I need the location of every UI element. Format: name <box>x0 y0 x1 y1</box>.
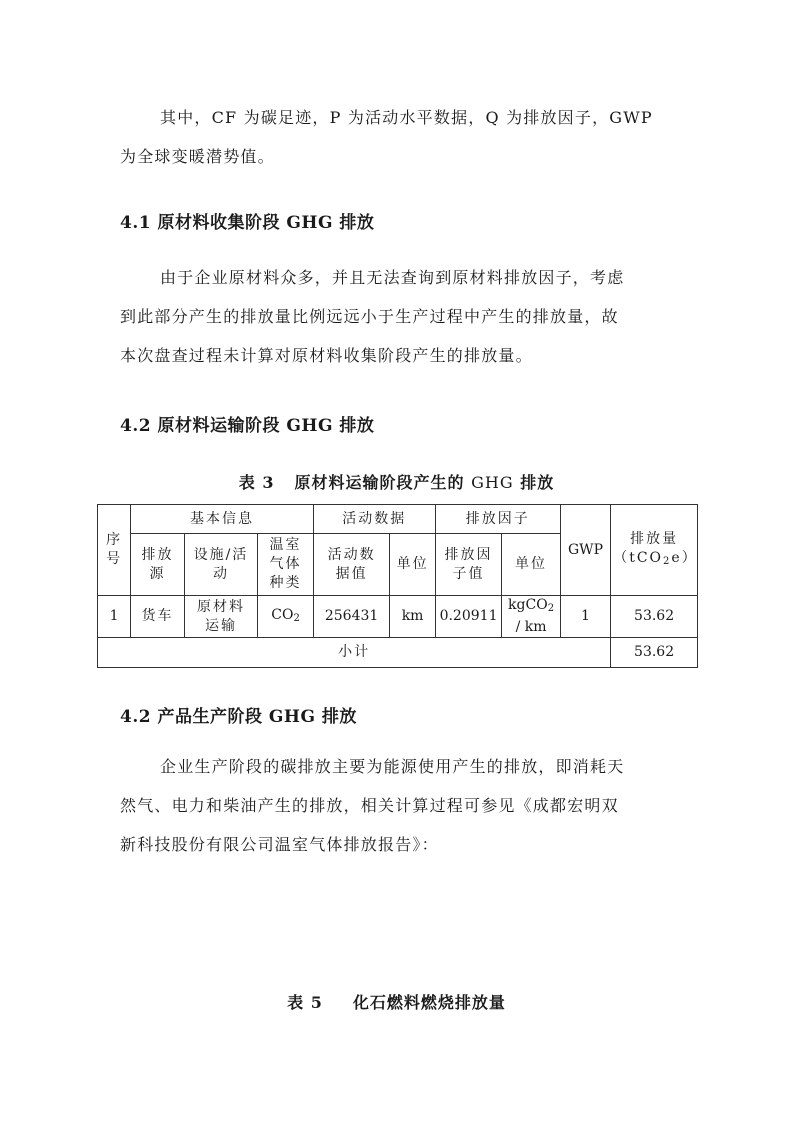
cell-emission: 53.62 <box>611 596 698 638</box>
header-source: 排放 源 <box>131 534 184 596</box>
intro-line-2: 为全球变暖潜势值。 <box>120 147 275 166</box>
paragraph-line: 新科技股份有限公司温室气体排放报告》： <box>120 835 439 854</box>
cell-factor-unit: kgCO$_2$ / km <box>502 596 560 638</box>
header-activity-value: 活动数 据值 <box>313 534 390 596</box>
subtotal-value: 53.62 <box>611 638 698 668</box>
header-gwp: GWP <box>560 505 610 596</box>
header-unit: 单位 <box>390 534 435 596</box>
intro-line-1: 其中，CF 为碳足迹，P 为活动水平数据，Q 为排放因子，GWP <box>160 108 653 127</box>
table-3 <box>97 504 698 668</box>
cell-factor-value: 0.20911 <box>435 596 502 638</box>
paragraph-line: 企业生产阶段的碳排放主要为能源使用产生的排放，即消耗天 <box>160 757 625 776</box>
section-4-1-paragraph <box>120 258 665 375</box>
section-4-1-heading: 4.1 原材料收集阶段 GHG 排放 <box>120 213 375 233</box>
subtotal-label: 小计 <box>98 638 611 668</box>
table-5-caption-number: 表 5 <box>287 993 323 1012</box>
header-factor-unit: 单位 <box>502 534 560 596</box>
header-factor-value: 排放因 子值 <box>435 534 502 596</box>
section-4-2-production-paragraph <box>120 747 665 864</box>
section-4-2-transport-heading: 4.2 原材料运输阶段 GHG 排放 <box>120 416 375 436</box>
cell-source: 货车 <box>131 596 184 638</box>
cell-unit: km <box>390 596 435 638</box>
paragraph-line: 由于企业原材料众多，并且无法查询到原材料排放因子，考虑 <box>160 268 625 287</box>
cell-seq: 1 <box>98 596 131 638</box>
cell-activity-value: 256431 <box>313 596 390 638</box>
intro-paragraph <box>120 98 665 176</box>
table-3-caption-number: 表 3 <box>238 473 275 492</box>
paragraph-line: 本次盘查过程未计算对原材料收集阶段产生的排放量。 <box>120 346 533 365</box>
header-seq: 序 号 <box>98 505 131 596</box>
header-emission: 排放量 （tCO$_2$e） <box>611 505 698 596</box>
table-subtotal-row <box>98 638 698 668</box>
table-row <box>98 596 698 638</box>
cell-gwp: 1 <box>560 596 610 638</box>
paragraph-line: 然气、电力和柴油产生的排放，相关计算过程可参见《成都宏明双 <box>120 796 619 815</box>
table-3-caption <box>0 470 793 493</box>
paragraph-line: 到此部分产生的排放量比例远远小于生产过程中产生的排放量，故 <box>120 307 619 326</box>
table-3-caption-latin: GHG <box>471 473 514 492</box>
header-facility: 设施/活 动 <box>184 534 258 596</box>
section-4-2-production-heading: 4.2 产品生产阶段 GHG 排放 <box>120 707 357 727</box>
header-emission-factor: 排放因子 <box>435 505 560 534</box>
table-5-caption-text: 化石燃料燃烧排放量 <box>352 993 506 1012</box>
cell-gas: $CO_2$ <box>258 596 313 638</box>
table-5-caption <box>0 990 793 1013</box>
header-activity-data: 活动数据 <box>313 505 435 534</box>
header-gas-type: 温室 气体 种类 <box>258 534 313 596</box>
table-3-caption-tail: 排放 <box>520 473 555 492</box>
cell-facility: 原材料 运输 <box>184 596 258 638</box>
table-3-caption-text: 原材料运输阶段产生的 <box>294 473 465 492</box>
header-basic-info: 基本信息 <box>131 505 314 534</box>
